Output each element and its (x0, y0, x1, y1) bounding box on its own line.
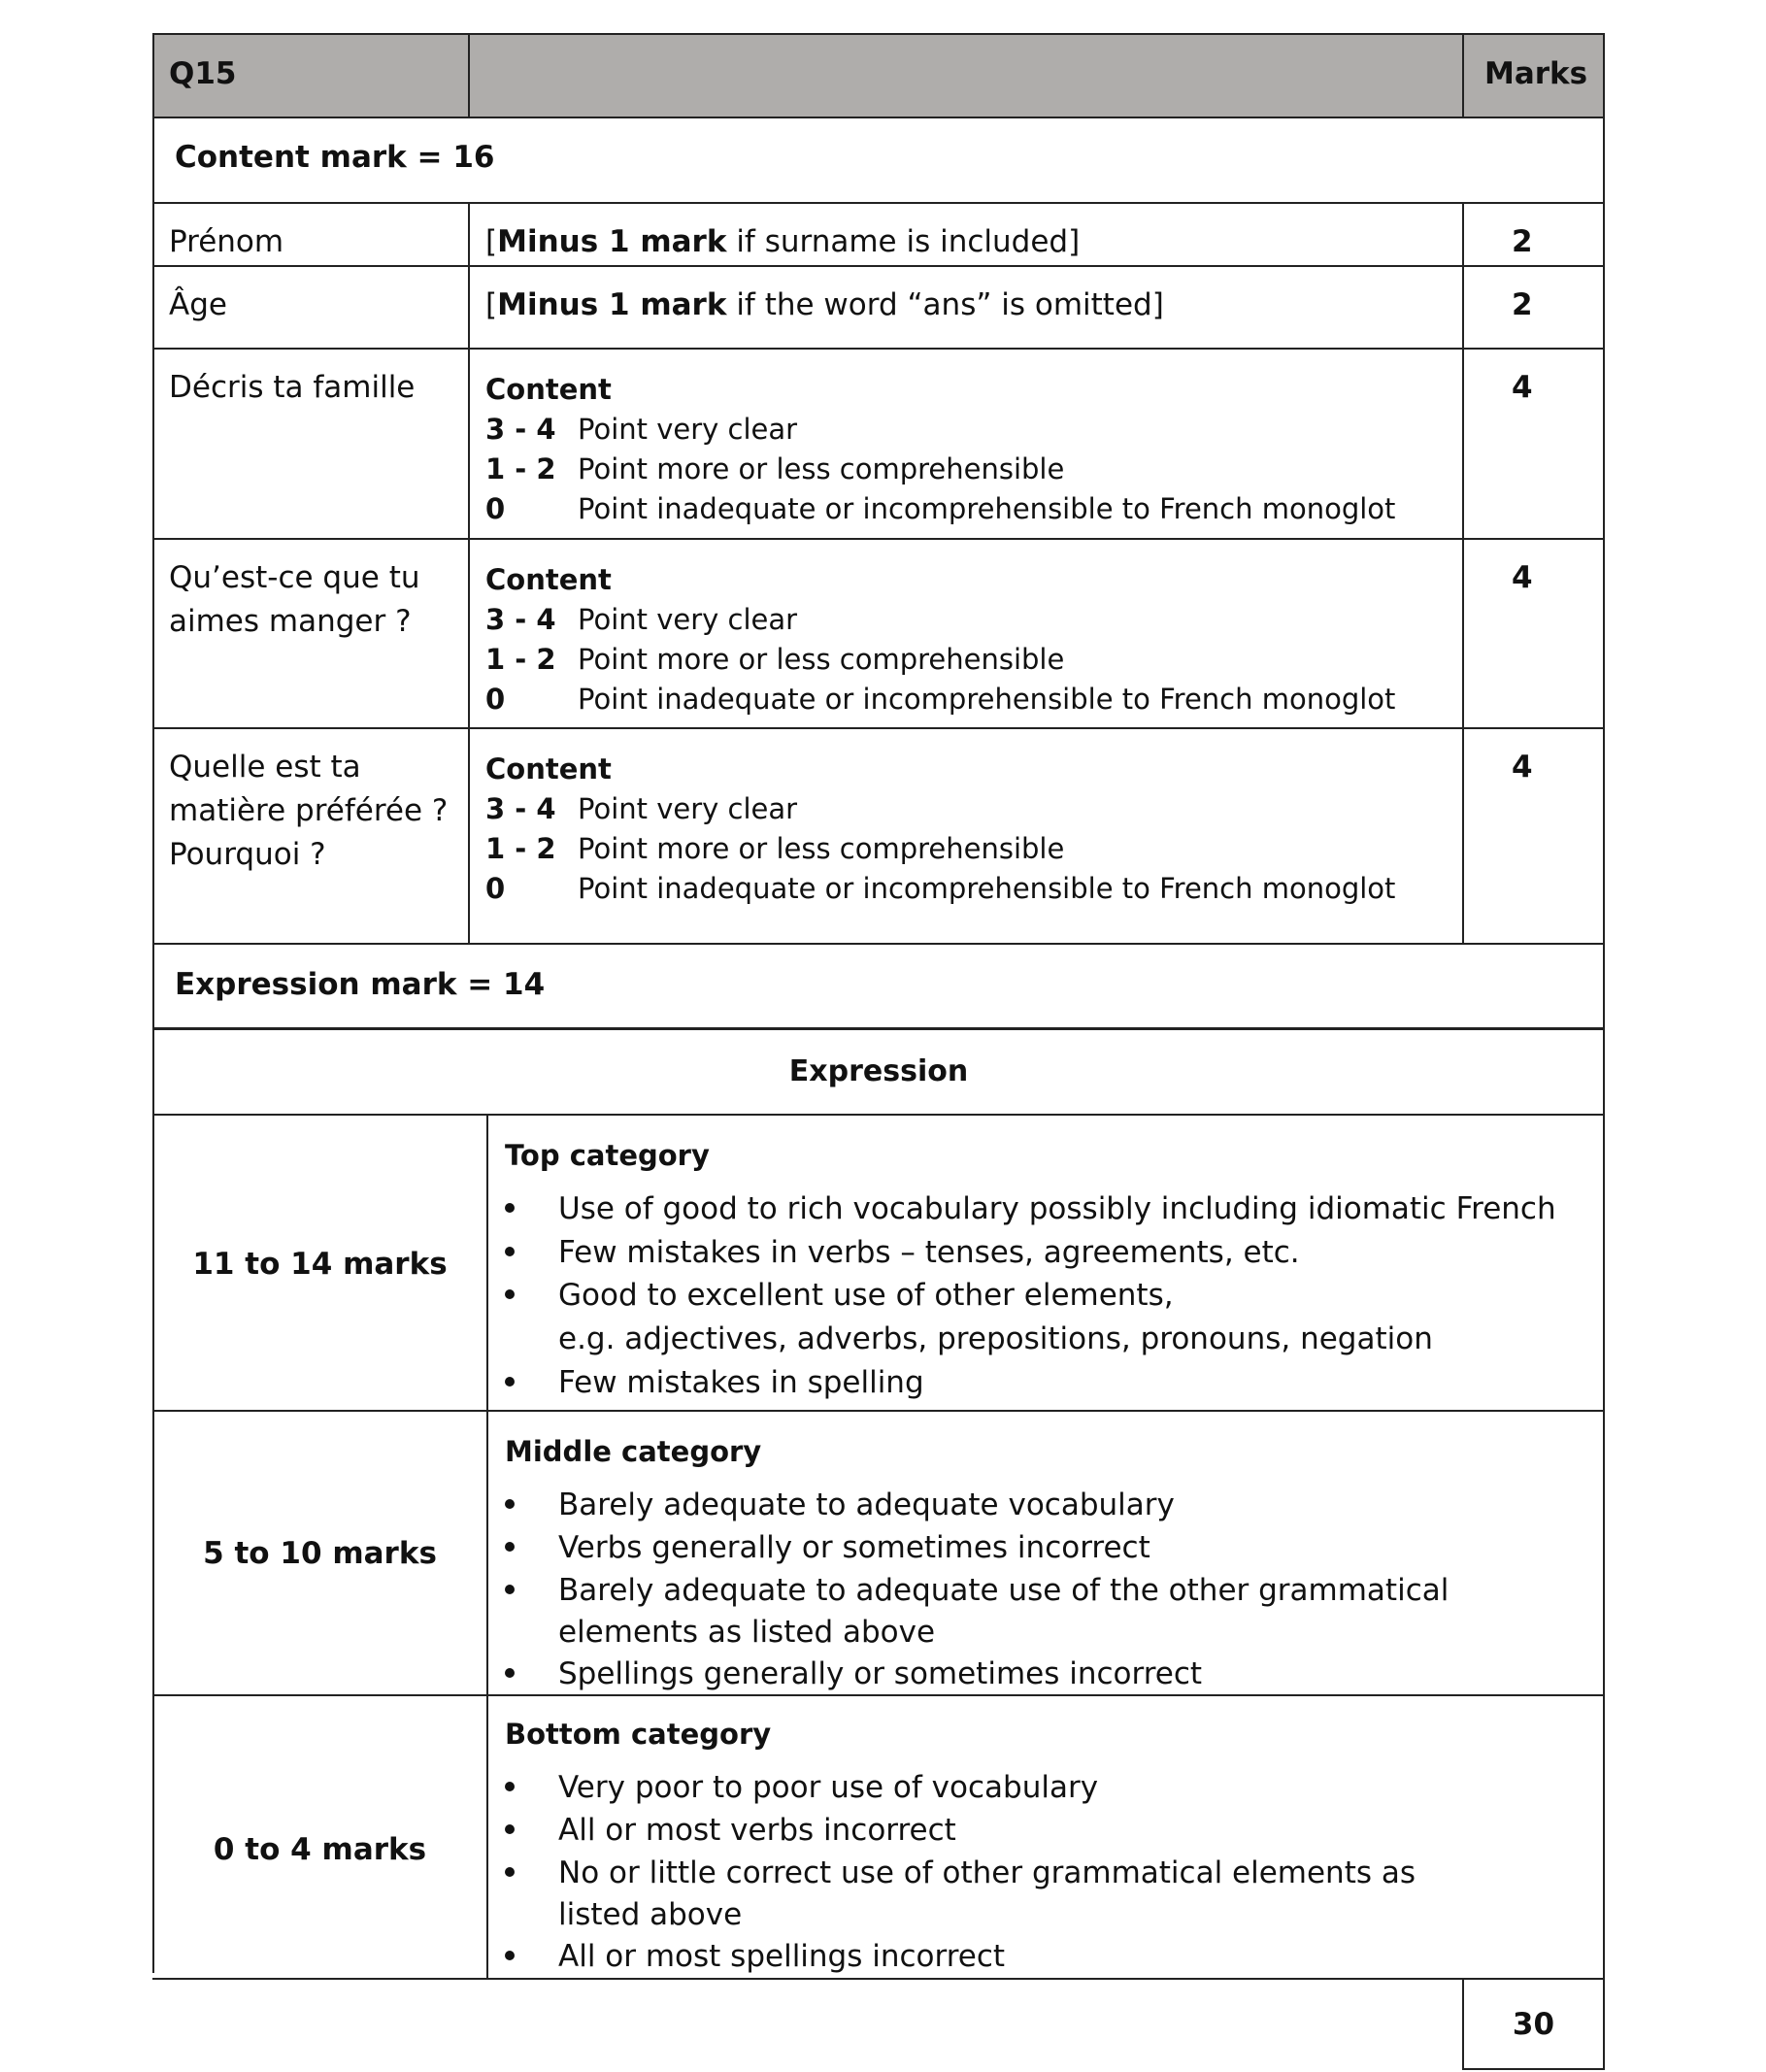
criteria-desc: Point very clear (578, 413, 798, 446)
bullet-text: Barely adequate to adequate vocabulary (558, 1487, 1175, 1522)
range-middle: 5 to 10 marks (203, 1536, 437, 1571)
criteria-title: Content (485, 373, 612, 406)
category-title: Bottom category (505, 1718, 772, 1751)
prompt-age: Âge (169, 287, 227, 322)
bullet-text: listed above (558, 1897, 743, 1932)
bullet-text: e.g. adjectives, adverbs, prepositions, pronouns, negation (558, 1321, 1433, 1356)
deduction-rest: if surname is included] (726, 224, 1081, 259)
criteria-desc: Point more or less comprehensible (578, 832, 1065, 865)
bullet-dot (505, 1951, 515, 1960)
mark-manger: 4 (1512, 560, 1533, 595)
mark-matiere: 4 (1512, 750, 1533, 785)
question-label: Q15 (169, 56, 237, 91)
bullet-dot (505, 1542, 515, 1552)
bullet-text: Barely adequate to adequate use of the other grammatical (558, 1573, 1449, 1608)
bullet-text: Verbs generally or sometimes incorrect (558, 1530, 1150, 1565)
criteria-title: Content (485, 752, 612, 785)
criteria-score: 3 - 4 (485, 413, 556, 446)
prompt-matiere-line3: Pourquoi ? (169, 837, 326, 872)
criteria-score: 1 - 2 (485, 832, 556, 865)
total-marks: 30 (1512, 2007, 1555, 2042)
criteria-manger (485, 563, 1437, 719)
bullet-text: Good to excellent use of other elements, (558, 1278, 1174, 1313)
criteria-matiere (485, 752, 1437, 908)
deduction-rest: if the word “ans” is omitted] (726, 287, 1164, 322)
category-middle (505, 1435, 1592, 1691)
criteria-score: 1 - 2 (485, 643, 556, 676)
criteria-score: 3 - 4 (485, 603, 556, 636)
bullet-dot (505, 1499, 515, 1509)
criteria-score: 1 - 2 (485, 452, 556, 485)
deduction-bold: Minus 1 mark (497, 287, 727, 322)
bullet-text: All or most verbs incorrect (558, 1813, 956, 1848)
mark-age: 2 (1512, 287, 1533, 322)
expression-mark-title: Expression mark = 14 (175, 967, 546, 1002)
criteria-desc: Point more or less comprehensible (578, 643, 1065, 676)
bullet-dot (505, 1289, 515, 1299)
criteria-desc: Point very clear (578, 792, 798, 825)
bullet-dot (505, 1668, 515, 1678)
prompt-famille: Décris ta famille (169, 370, 416, 405)
criteria-desc: Point inadequate or incomprehensible to French monoglot (578, 683, 1396, 716)
bullet-dot (505, 1377, 515, 1387)
deduction-bold: Minus 1 mark (497, 224, 727, 259)
bullet-dot (505, 1782, 515, 1791)
bullet-text: Few mistakes in spelling (558, 1365, 924, 1400)
bullet-text: Very poor to poor use of vocabulary (558, 1770, 1099, 1805)
category-top (505, 1139, 1592, 1404)
bullet-text: Spellings generally or sometimes incorrect (558, 1656, 1203, 1691)
bullet-dot (505, 1247, 515, 1256)
prompt-prenom: Prénom (169, 224, 284, 259)
age-deduction-note: [Minus 1 mark if the word “ans” is omitted] (485, 287, 1164, 322)
criteria-desc: Point inadequate or incomprehensible to French monoglot (578, 872, 1396, 905)
prenom-deduction-note: [Minus 1 mark if surname is included] (485, 224, 1081, 259)
range-bottom: 0 to 4 marks (213, 1832, 427, 1867)
criteria-desc: Point more or less comprehensible (578, 452, 1065, 485)
prompt-manger-line2: aimes manger ? (169, 604, 412, 639)
criteria-desc: Point inadequate or incomprehensible to French monoglot (578, 492, 1396, 525)
category-title: Middle category (505, 1435, 762, 1468)
prompt-matiere-line1: Quelle est ta (169, 750, 361, 785)
bullet-text: No or little correct use of other grammatical elements as (558, 1855, 1416, 1890)
bullet-text: Few mistakes in verbs – tenses, agreements, etc. (558, 1235, 1300, 1270)
criteria-famille (485, 373, 1437, 528)
criteria-desc: Point very clear (578, 603, 798, 636)
category-title: Top category (505, 1139, 710, 1172)
bullet-text: All or most spellings incorrect (558, 1939, 1006, 1974)
prompt-manger-line1: Qu’est-ce que tu (169, 560, 420, 595)
prompt-matiere-line2: matière préférée ? (169, 793, 449, 828)
bullet-dot (505, 1824, 515, 1834)
bullet-dot (505, 1203, 515, 1213)
expression-table-header: Expression (788, 1054, 969, 1088)
criteria-score: 0 (485, 492, 506, 525)
criteria-title: Content (485, 563, 612, 596)
header-row-background (152, 33, 1604, 117)
criteria-score: 0 (485, 683, 506, 716)
mark-famille: 4 (1512, 370, 1533, 405)
marks-column-header: Marks (1484, 56, 1588, 91)
content-mark-title: Content mark = 16 (175, 140, 495, 175)
criteria-score: 3 - 4 (485, 792, 556, 825)
mark-prenom: 2 (1512, 224, 1533, 259)
range-top: 11 to 14 marks (192, 1247, 448, 1282)
bullet-text: Use of good to rich vocabulary possibly including idiomatic French (558, 1191, 1556, 1226)
bullet-dot (505, 1867, 515, 1877)
criteria-score: 0 (485, 872, 506, 905)
bullet-dot (505, 1585, 515, 1594)
category-bottom (505, 1718, 1592, 1974)
bullet-text: elements as listed above (558, 1615, 936, 1650)
